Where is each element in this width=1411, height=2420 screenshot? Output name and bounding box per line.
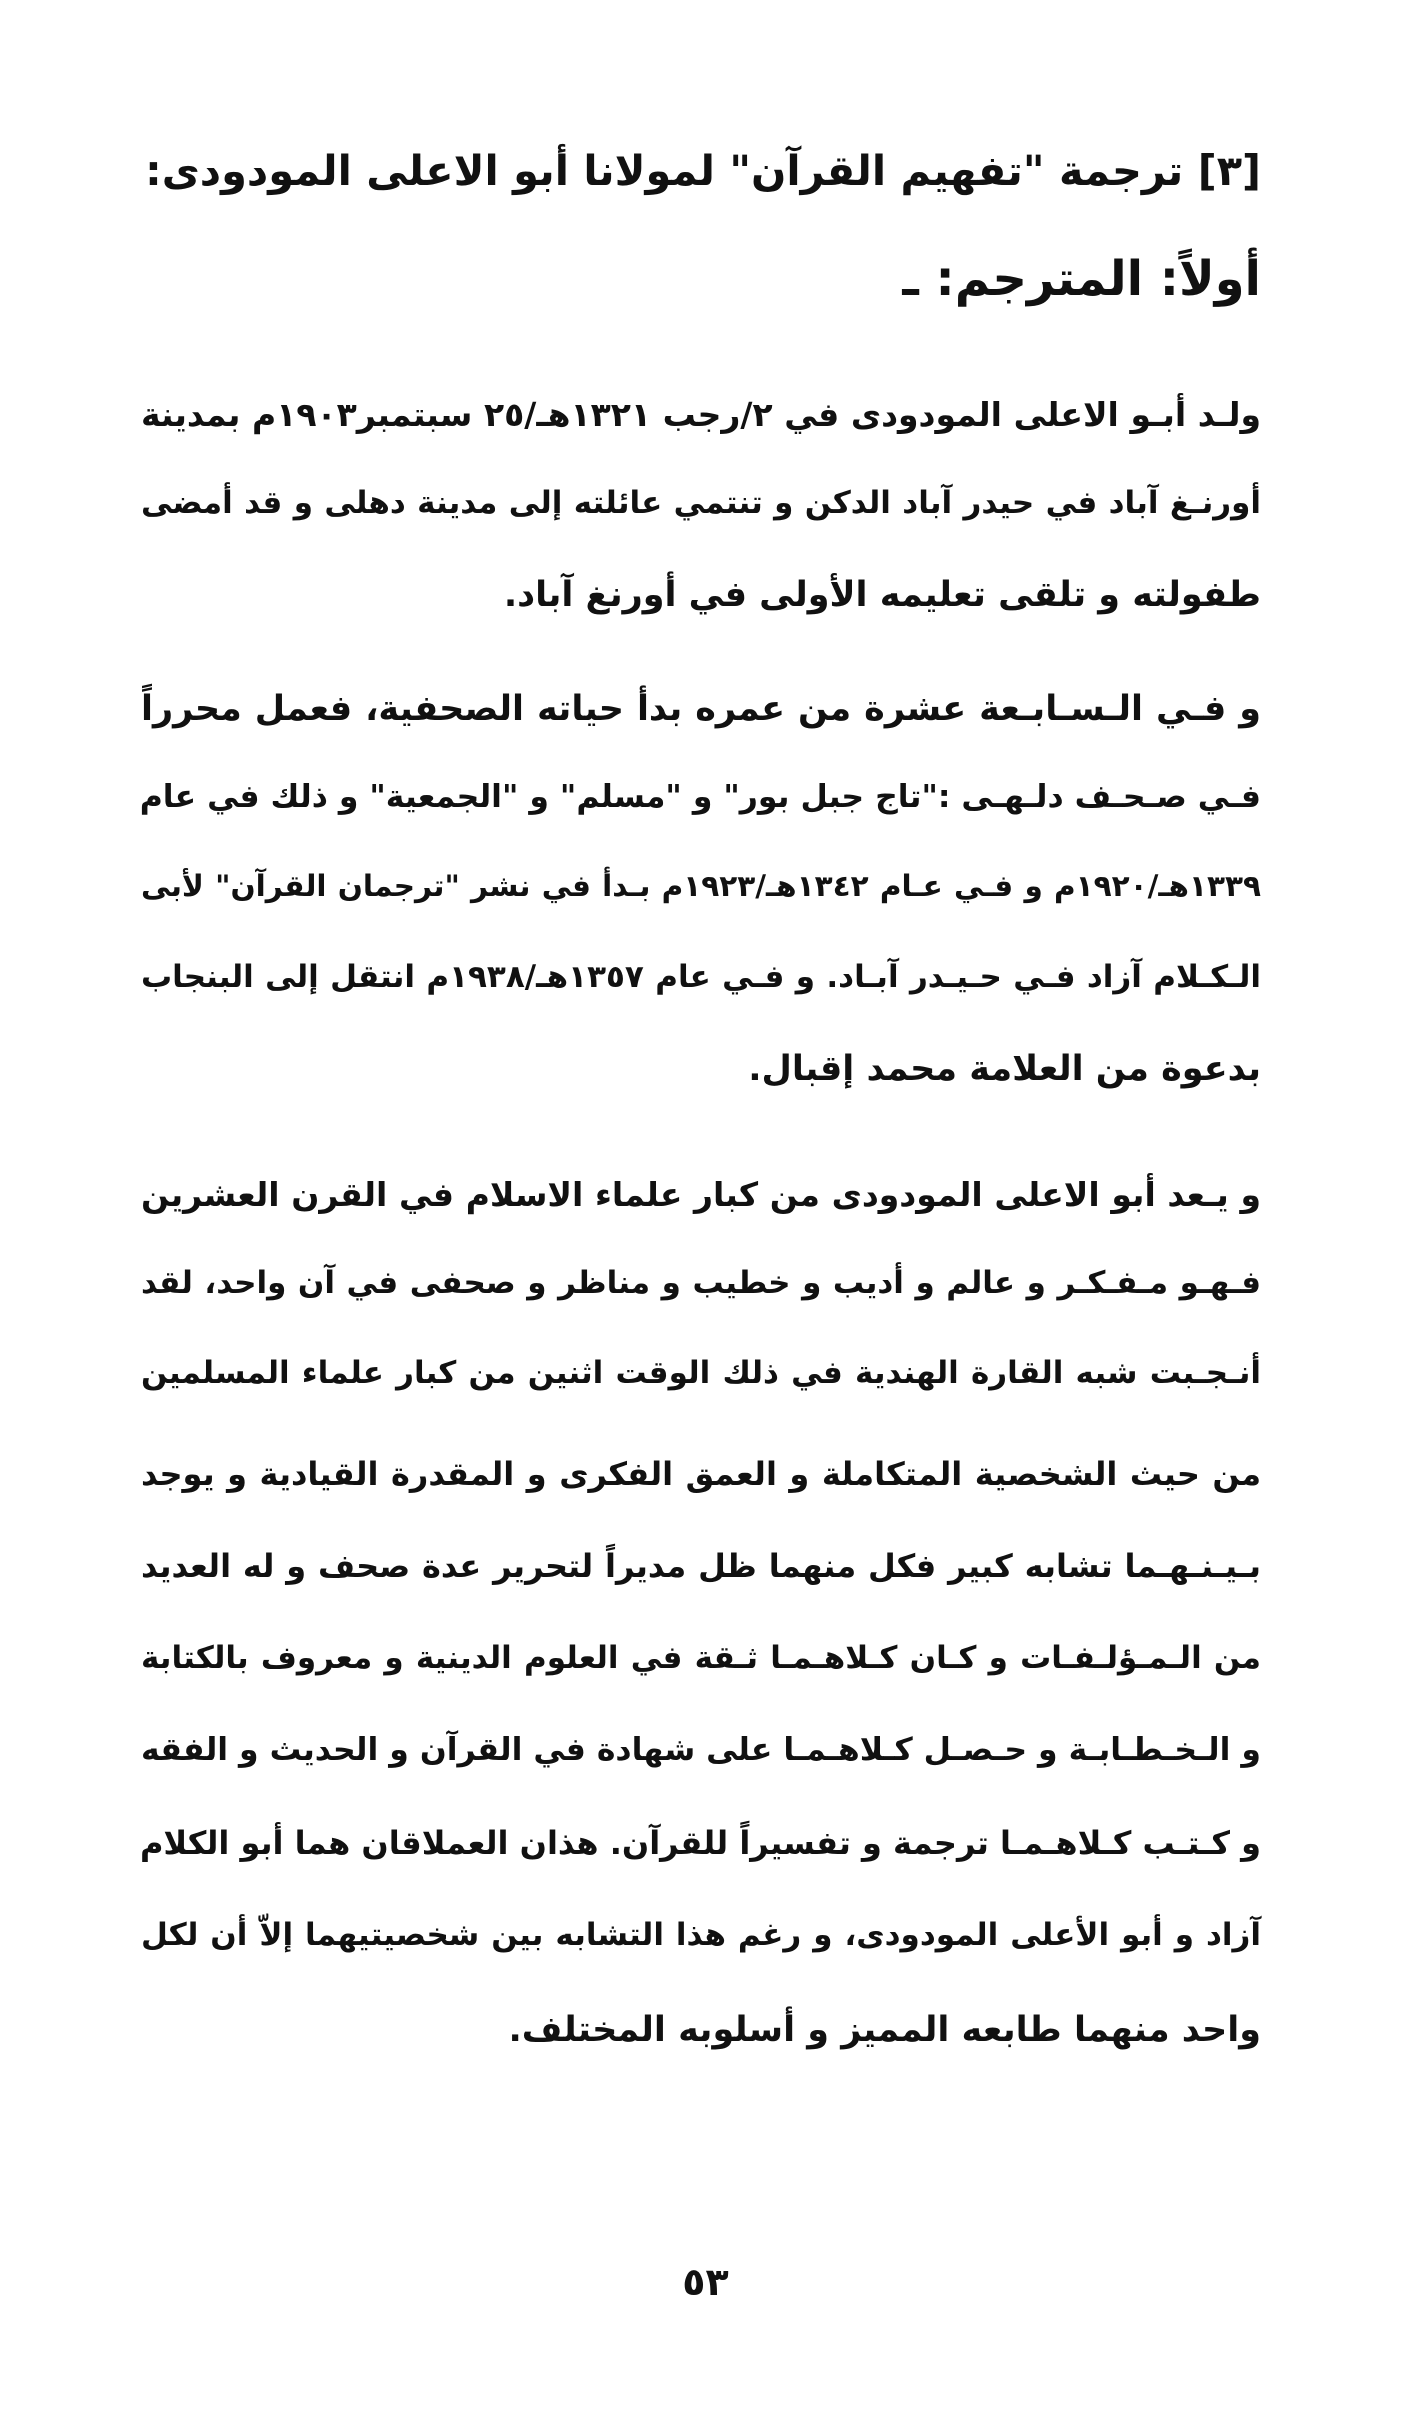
paragraph-1-line-1: ولـد أبـو الاعلى المودودى في ٢/رجب ١٣٢١هـ/٢٥ سبتمبر١٩٠٣م بمدينة (141, 395, 1261, 434)
paragraph-3-line-1: و يـعد أبو الاعلى المودودى من كبار علماء الاسلام في القرن العشرين (141, 1175, 1261, 1214)
paragraph-2-line-1: و فـي الـسـابـعة عشرة من عمره بدأ حياته الصحفية، فعمل محرراً (141, 689, 1261, 729)
subsection-heading: أولاً: المترجم: ـ (902, 251, 1261, 307)
paragraph-3-line-8: و كـتـب كـلاهـمـا ترجمة و تفسيراً للقرآن. هذان العملاقان هما أبو الكلام (139, 1824, 1261, 1862)
paragraph-2-line-2: فـي صـحـف دلـهـى :"تاج جبل بور" و "مسلم" و "الجمعية" و ذلك في عام (139, 779, 1261, 815)
paragraph-3-line-6: من الـمـؤلـفـات و كـان كـلاهـمـا ثـقة في العلوم الدينية و معروف بالكتابة (141, 1640, 1261, 1676)
section-heading: [٣] ترجمة "تفهيم القرآن" لمولانا أبو الاعلى المودودى: (145, 146, 1261, 195)
paragraph-3-line-3: أنـجـبت شبه القارة الهندية في ذلك الوقت اثنين من كبار علماء المسلمين (141, 1355, 1261, 1391)
paragraph-1-line-3: طفولته و تلقى تعليمه الأولى في أورنغ آباد. (503, 575, 1261, 615)
page-number: ٥٣ (682, 2260, 729, 2304)
paragraph-3-line-5: بـيـنـهـما تشابه كبير فكل منهما ظل مديراً لتحرير عدة صحف و له العديد (141, 1547, 1261, 1585)
paragraph-3-line-7: و الـخـطـابـة و حـصـل كـلاهـمـا على شهادة في القرآن و الحديث و الفقه (141, 1732, 1261, 1768)
paragraph-2-line-4: الـكـلام آزاد فـي حـيـدر آبـاد. و فـي عام ١٣٥٧هـ/١٩٣٨م انتقل إلى البنجاب (141, 959, 1261, 995)
paragraph-2-line-3: ١٣٣٩هـ/١٩٢٠م و فـي عـام ١٣٤٢هـ/١٩٢٣م بـدأ في نشر "ترجمان القرآن" لأبى (141, 869, 1261, 903)
paragraph-3-line-9: آزاد و أبو الأعلى المودودى، و رغم هذا التشابه بين شخصيتيهما إلاّ أن لكل (141, 1917, 1261, 1953)
paragraph-1-line-2: أورنـغ آباد في حيدر آباد الدكن و تنتمي عائلته إلى مدينة دهلى و قد أمضى (141, 485, 1261, 521)
paragraph-2-line-5: بدعوة من العلامة محمد إقبال. (748, 1049, 1261, 1089)
paragraph-3-line-10: واحد منهما طابعه المميز و أسلوبه المختلف. (508, 2010, 1261, 2050)
paragraph-3-line-4: من حيث الشخصية المتكاملة و العمق الفكرى و المقدرة القيادية و يوجد (141, 1455, 1261, 1493)
paragraph-3-line-2: فـهـو مـفـكـر و عالم و أديب و خطيب و مناظر و صحفى في آن واحد، لقد (141, 1265, 1261, 1301)
